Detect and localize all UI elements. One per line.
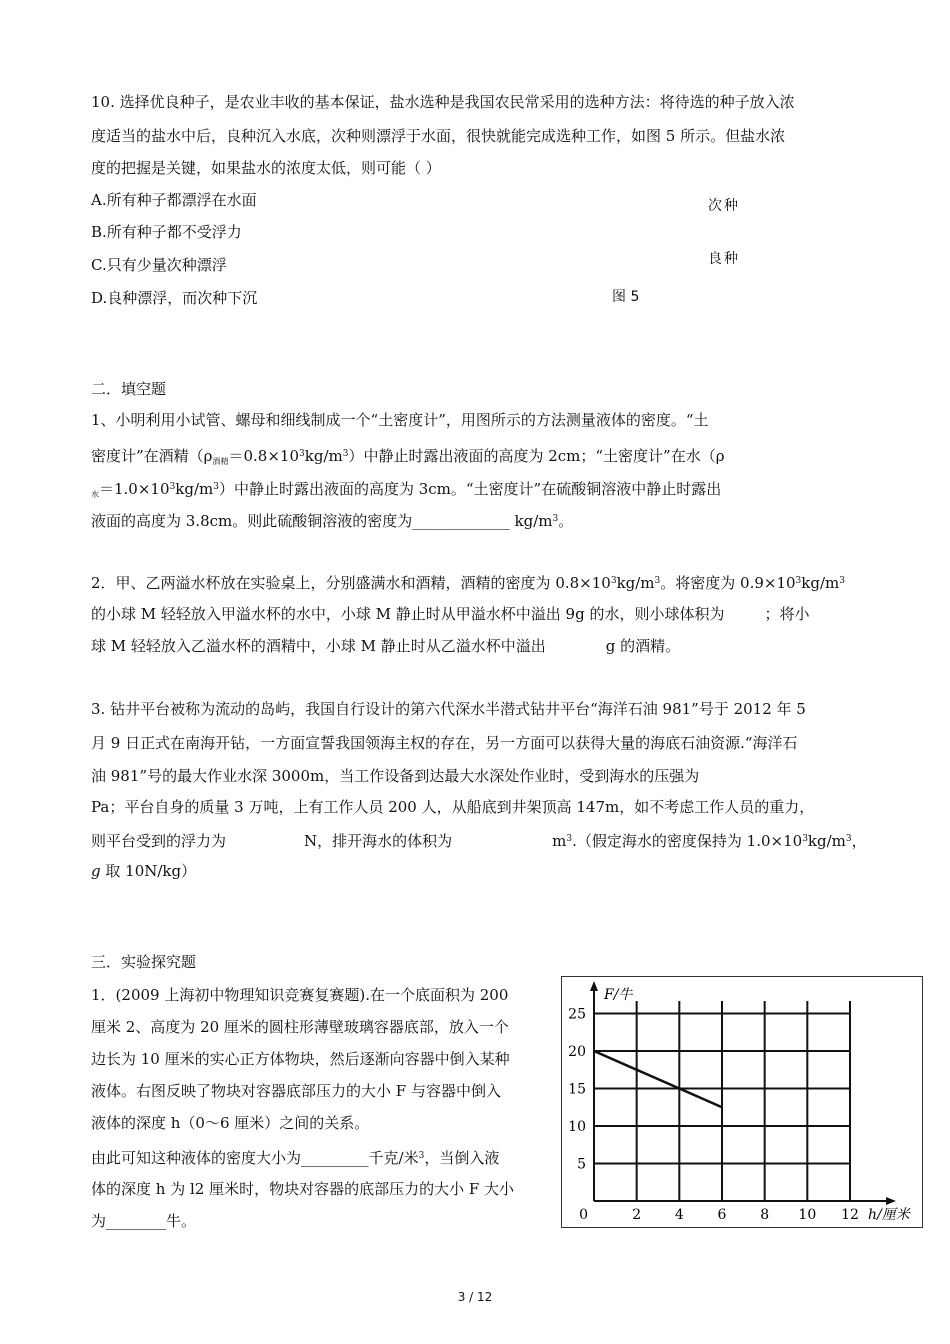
answer-blank[interactable]: _____________: [412, 512, 510, 530]
chart-svg: [562, 977, 922, 1227]
q10-option-d: D.良种漂浮，而次种下沉: [91, 289, 258, 307]
s3q1-line2: 厘米 2、高度为 20 厘米的圆柱形薄壁玻璃容器底部，放入一个: [91, 1018, 509, 1036]
q10-line3: 度的把握是关键，如果盐水的浓度太低，则可能（ ）: [91, 159, 441, 177]
data-line-F: [594, 1051, 722, 1107]
y-tick-label: 15: [568, 1081, 586, 1098]
s2q1-line3: $_水=1.0\times 10^3kg/m^3$）中静止时露出液面的高度为 3cm。“土密度计”在硫酸铜溶液中静止时露出: [91, 480, 722, 499]
y-tick-label: 20: [568, 1044, 586, 1060]
x-tick-label: 6: [717, 1207, 727, 1223]
s2q2-line1: 2．甲、乙两溢水杯放在实验桌上，分别盛满水和酒精，酒精的密度为 $0.8\times 10^3kg/m^3$。将密度为 $0.9\times 10^3kg/m^3$: [91, 574, 845, 592]
x-tick-label: 2: [632, 1207, 642, 1223]
figure5-label-liang: 良种: [708, 251, 740, 267]
q10-option-b: B.所有种子都不受浮力: [91, 223, 242, 241]
s2q1-line4: 液面的高度为 3.8cm。则此硫酸铜溶液的密度为_____________ $kg/m^3$。: [91, 512, 574, 530]
s2q3-line2: 月 9 日正式在南海开钻，一方面宣誓我国领海主权的存在，另一方面可以获得大量的海底石油资源.“海洋石: [91, 734, 798, 752]
s2q1-line1: 1、小明利用小试管、螺母和细线制成一个“土密度计”，用图所示的方法测量液体的密度。“土: [91, 411, 709, 429]
x-tick-label: 4: [674, 1207, 684, 1223]
y-tick-label: 25: [568, 1006, 586, 1023]
q10-line1: 10. 选择优良种子，是农业丰收的基本保证，盐水选种是我国农民常采用的选种方法：将待选的种子放入浓: [91, 93, 795, 111]
x-tick-label: 12: [841, 1207, 859, 1223]
origin-label: 0: [579, 1207, 588, 1223]
s2q3-line4: Pa；平台自身的质量 3 万吨，上有工作人员 200 人，从船底到井架顶高 147m，如不考虑工作人员的重力，: [91, 798, 815, 816]
y-tick-label: 5: [577, 1156, 586, 1173]
s2q3-line3: 油 981”号的最大作业水深 3000m，当工作设备到达最大水深处作业时，受到海水的压强为: [91, 767, 700, 785]
s2q2-line3: 球 M 轻轻放入乙溢水杯的酒精中，小球 M 静止时从乙溢水杯中溢出 g 的酒精。: [91, 637, 681, 655]
section2-title: 二．填空题: [91, 380, 167, 398]
q10-option-a: A.所有种子都漂浮在水面: [91, 191, 257, 209]
x-axis-label: h/厘米: [868, 1207, 910, 1223]
figure5-caption: 图 5: [612, 289, 640, 305]
page-number: 3 / 12: [457, 1290, 493, 1304]
q10-line2: 度适当的盐水中后，良种沉入水底，次种则漂浮于水面，很快就能完成选种工作，如图 5 所示。但盐水浓: [91, 127, 786, 145]
s2q3-line1: 3. 钻井平台被称为流动的岛屿，我国自行设计的第六代深水半潜式钻井平台“海洋石油 981”号于 2012 年 5: [91, 700, 806, 718]
force-depth-chart: [561, 976, 923, 1228]
s3q1-line1: 1．(2009 上海初中物理知识竞赛复赛题).在一个底面积为 200: [91, 986, 509, 1004]
s2q3-line6: g 取 10N/kg）: [91, 862, 197, 880]
y-axis-arrow: [590, 981, 598, 991]
s2q1-line2: 密度计”在酒精$(\rho_{酒精}=0.8\times 10^3kg/m^3)$中静止时露出液面的高度为 2cm；“土密度计”在水（ρ: [91, 447, 725, 466]
y-axis-label: F/牛: [604, 987, 633, 1003]
s3q1-line7: 体的深度 h 为 l2 厘米时，物块对容器的底部压力的大小 F 大小: [91, 1180, 515, 1198]
answer-blank[interactable]: ________: [106, 1212, 167, 1230]
s3q1-line8: 为________牛。: [91, 1212, 197, 1230]
y-tick-label: 10: [568, 1119, 586, 1135]
q10-option-c: C.只有少量次种漂浮: [91, 256, 227, 274]
s3q1-line3: 边长为 10 厘米的实心正方体物块，然后逐渐向容器中倒入某种: [91, 1050, 510, 1068]
s3q1-line4: 液体。右图反映了物块对容器底部压力的大小 F 与容器中倒入: [91, 1082, 501, 1100]
s2q2-line2: 的小球 M 轻轻放入甲溢水杯的水中，小球 M 静止时从甲溢水杯中溢出 9g 的水，则小球体积为 ；将小: [91, 605, 810, 623]
s2q3-line5: 则平台受到的浮力为 N，排开海水的体积为 $m^3$.（假定海水的密度保持为 $1.0\times 10^3kg/m^3$，: [91, 832, 867, 850]
figure5-label-ci: 次种: [708, 198, 740, 214]
x-tick-label: 8: [760, 1207, 770, 1223]
s3q1-line6: 由此可知这种液体的密度大小为_________千克/米$^3$，当倒入液: [91, 1149, 500, 1167]
answer-blank[interactable]: _________: [301, 1149, 369, 1167]
s3q1-line5: 液体的深度 h（0～6 厘米）之间的关系。: [91, 1114, 370, 1132]
x-tick-label: 10: [798, 1207, 817, 1223]
x-axis-arrow: [886, 1197, 896, 1205]
section3-title: 三．实验探究题: [91, 953, 197, 971]
